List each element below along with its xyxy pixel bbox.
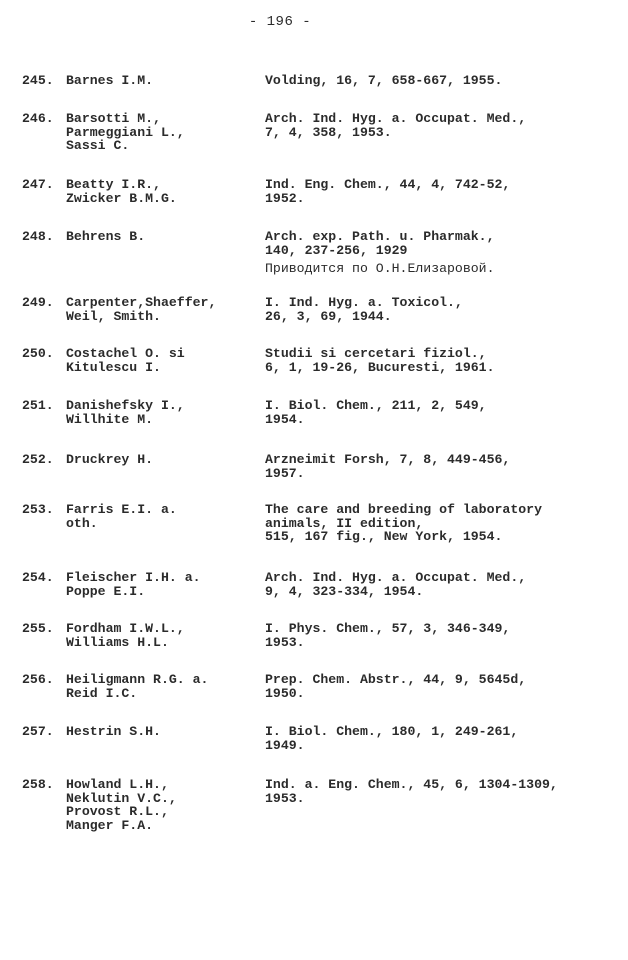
author-line: Barsotti M., [66,111,161,126]
reference-line: animals, II edition, [265,515,424,531]
author-line: Beatty I.R., [66,177,161,192]
entry-authors [66,453,256,467]
entry-reference [265,725,610,752]
reference-line: 7, 4, 358, 1953. [265,124,392,140]
entry-reference [265,622,610,649]
reference-note: Приводится по О.Н.Елизаровой. [265,261,495,276]
author-line: Fordham I.W.L., [66,621,185,636]
reference-line: 1954. [265,411,305,427]
entry-number: 247. [22,177,54,192]
author-line: Provost R.L., [66,804,169,819]
author-line: Druckrey H. [66,452,154,467]
author-line: oth. [66,515,98,531]
author-line: Farris E.I. a. [66,502,177,517]
entry-number: 254. [22,570,54,585]
reference-line: Ind. a. Eng. Chem., 45, 6, 1304-1309, [265,777,558,792]
author-line: Willhite M. [66,411,154,427]
entry-reference [265,399,610,426]
reference-line: Volding, 16, 7, 658-667, 1955. [265,73,503,88]
entry-authors [66,571,256,598]
entry-number: 245. [22,73,54,88]
entry-reference [265,296,610,323]
reference-line: 6, 1, 19-26, Bucuresti, 1961. [265,359,495,375]
entry-authors [66,230,256,244]
author-line: Williams H.L. [66,634,169,650]
entry-reference [265,571,610,598]
entry-authors [66,178,256,205]
entry-authors [66,347,256,374]
reference-line: 1953. [265,634,305,650]
author-line: Hestrin S.H. [66,724,161,739]
entry-reference [265,778,610,805]
reference-line: Prep. Chem. Abstr., 44, 9, 5645d, [265,672,527,687]
author-line: Manger F.A. [66,817,154,833]
entry-number: 253. [22,502,54,517]
entry-number: 258. [22,777,54,792]
reference-line: 1957. [265,465,305,481]
reference-line: 140, 237-256, 1929 [265,242,408,258]
entry-number: 252. [22,452,54,467]
entry-authors [66,725,256,739]
author-line: Sassi C. [66,138,130,153]
author-line: Poppe E.I. [66,583,146,599]
entry-number: 250. [22,346,54,361]
entry-reference [265,112,610,139]
entry-reference [265,347,610,374]
reference-line: Arch. Ind. Hyg. a. Occupat. Med., [265,570,527,585]
entry-number: 256. [22,672,54,687]
reference-line: 1949. [265,737,305,753]
entry-authors [66,673,256,700]
entry-authors [66,778,256,832]
entry-number: 249. [22,295,54,310]
reference-line: Arch. Ind. Hyg. a. Occupat. Med., [265,111,527,126]
author-line: Heiligmann R.G. a. [66,672,209,687]
author-line: Kitulescu I. [66,359,161,375]
entry-number: 251. [22,398,54,413]
reference-line: 26, 3, 69, 1944. [265,308,392,324]
author-line: Danishefsky I., [66,398,185,413]
entry-number: 248. [22,229,54,244]
author-line: Costachel O. si [66,346,185,361]
entry-authors [66,74,256,88]
author-line: Parmeggiani L., [66,124,185,140]
reference-line: I. Biol. Chem., 180, 1, 249-261, [265,724,519,739]
entry-number: 246. [22,111,54,126]
reference-line: I. Ind. Hyg. a. Toxicol., [265,295,463,310]
reference-line: Studii si cercetari fiziol., [265,346,487,361]
entry-reference [265,503,610,544]
entry-authors [66,296,256,323]
reference-line: 1953. [265,790,305,806]
entry-reference [265,74,610,88]
reference-line: 1950. [265,685,305,701]
entry-authors [66,622,256,649]
author-line: Weil, Smith. [66,308,161,324]
author-line: Howland L.H., [66,777,169,792]
reference-line: Arzneimit Forsh, 7, 8, 449-456, [265,452,511,467]
reference-line: Ind. Eng. Chem., 44, 4, 742-52, [265,177,511,192]
reference-line: I. Biol. Chem., 211, 2, 549, [265,398,487,413]
reference-line: Arch. exp. Path. u. Pharmak., [265,229,495,244]
page-number: - 196 - [248,14,312,30]
entry-authors [66,112,256,153]
author-line: Reid I.C. [66,685,138,701]
author-line: Barnes I.M. [66,73,154,88]
author-line: Carpenter,Shaeffer, [66,295,217,310]
entry-number: 257. [22,724,54,739]
author-line: Neklutin V.C., [66,790,177,806]
reference-line: 1952. [265,190,305,206]
entry-reference [265,453,610,480]
entry-authors [66,399,256,426]
entry-reference [265,178,610,205]
author-line: Fleischer I.H. a. [66,570,201,585]
author-line: Zwicker B.M.G. [66,190,177,206]
entry-authors [66,503,256,530]
author-line: Behrens B. [66,229,146,244]
reference-line: 9, 4, 323-334, 1954. [265,583,424,599]
reference-line: The care and breeding of laboratory [265,502,542,517]
reference-line: 515, 167 fig., New York, 1954. [265,529,503,544]
reference-line: I. Phys. Chem., 57, 3, 346-349, [265,621,511,636]
entry-number: 255. [22,621,54,636]
entry-reference [265,673,610,700]
entry-reference [265,230,610,276]
